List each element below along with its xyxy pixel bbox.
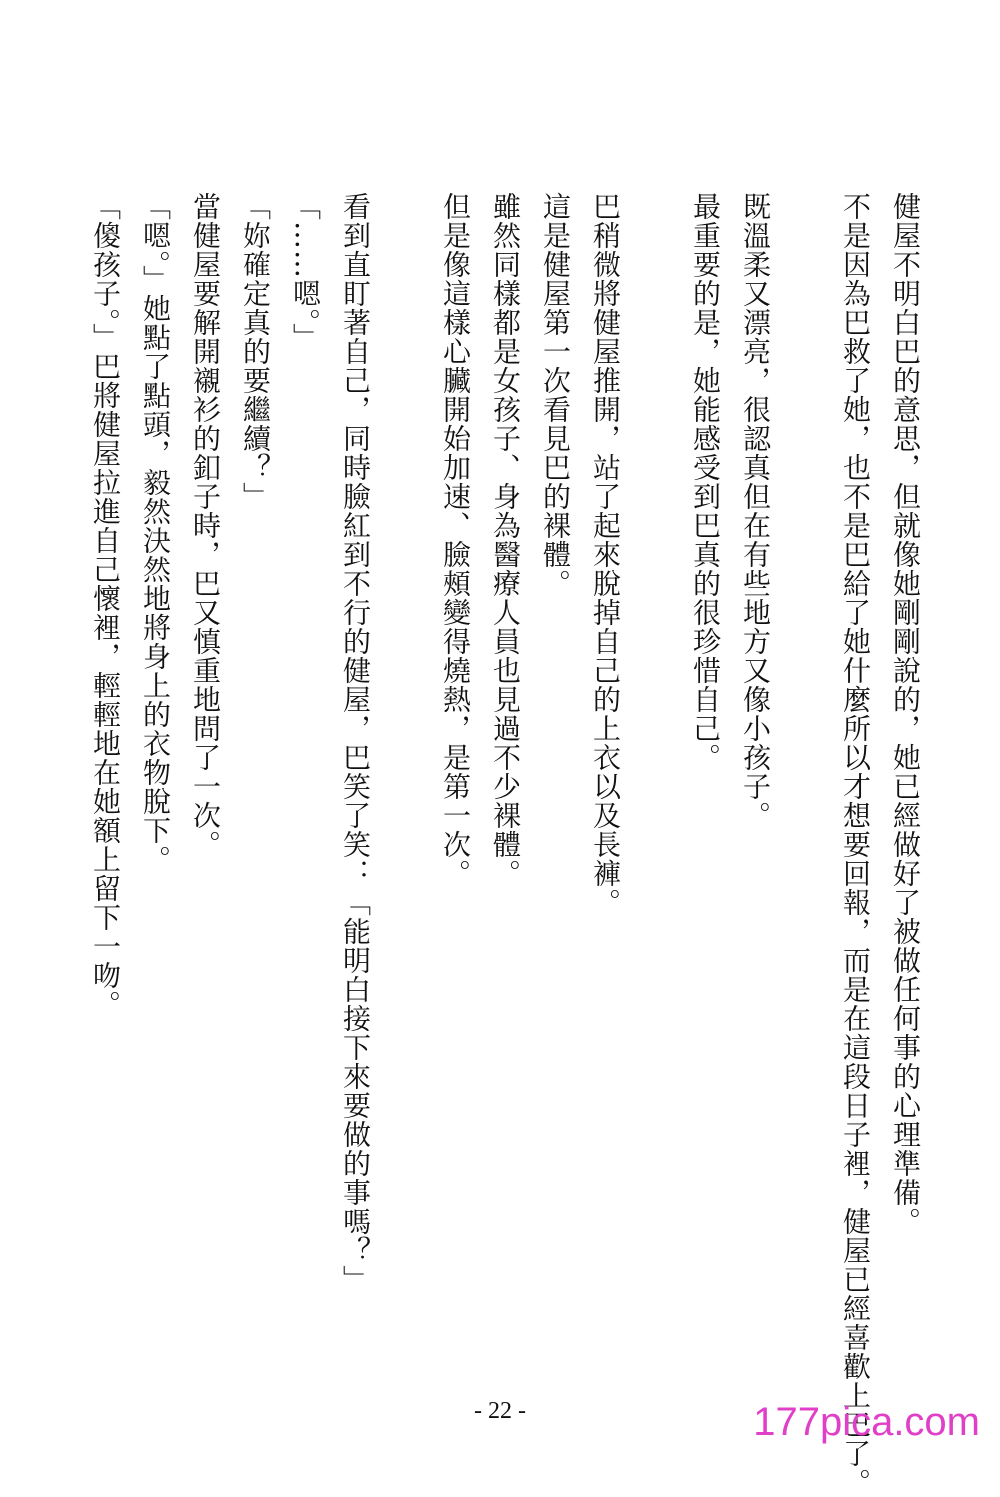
paragraph-line: 巴稍微將健屋推開，站了起來脫掉自己的上衣以及長褲。 xyxy=(589,192,622,917)
paragraph-gap xyxy=(380,192,430,1392)
dialogue-line: 「……嗯。」 xyxy=(289,192,322,352)
dialogue-line: 「妳確定真的要繼續？」 xyxy=(239,192,272,511)
paragraph-line: 當健屋要解開襯衫的釦子時，巴又慎重地問了一次。 xyxy=(189,192,222,859)
paragraph-line: 不是因為巴救了她，也不是巴給了她什麼所以才想要回報，而是在這段日子裡，健屋已經喜歡上巴了。 xyxy=(839,192,872,1497)
paragraph-line: 既溫柔又漂亮，很認真但在有些地方又像小孩子。 xyxy=(739,192,772,830)
page-number: - 22 - xyxy=(474,1398,526,1424)
paragraph-line: 健屋不明白巴的意思，但就像她剛剛說的，她已經做好了被做任何事的心理準備。 xyxy=(889,192,922,1236)
paragraph-gap xyxy=(780,192,830,1392)
paragraph-line: 看到直盯著自己，同時臉紅到不行的健屋，巴笑了笑：「能明白接下來要做的事嗎？」 xyxy=(339,192,372,1294)
watermark-link[interactable]: 177pica.com xyxy=(753,1400,980,1444)
dialogue-line: 「傻孩子。」巴將健屋拉進自己懷裡，輕輕地在她額上留下一吻。 xyxy=(89,192,122,1019)
paragraph-gap xyxy=(630,192,680,1392)
paragraph-line: 雖然同樣都是女孩子、身為醫療人員也見過不少裸體。 xyxy=(489,192,522,888)
paragraph-line: 這是健屋第一次看見巴的裸體。 xyxy=(539,192,572,598)
paragraph-line: 但是像這樣心臟開始加速、臉頰變得燒熱，是第一次。 xyxy=(439,192,472,888)
paragraph-line: 最重要的是，她能感受到巴真的很珍惜自己。 xyxy=(689,192,722,772)
dialogue-line: 「嗯。」她點了點頭，毅然決然地將身上的衣物脫下。 xyxy=(139,192,172,874)
